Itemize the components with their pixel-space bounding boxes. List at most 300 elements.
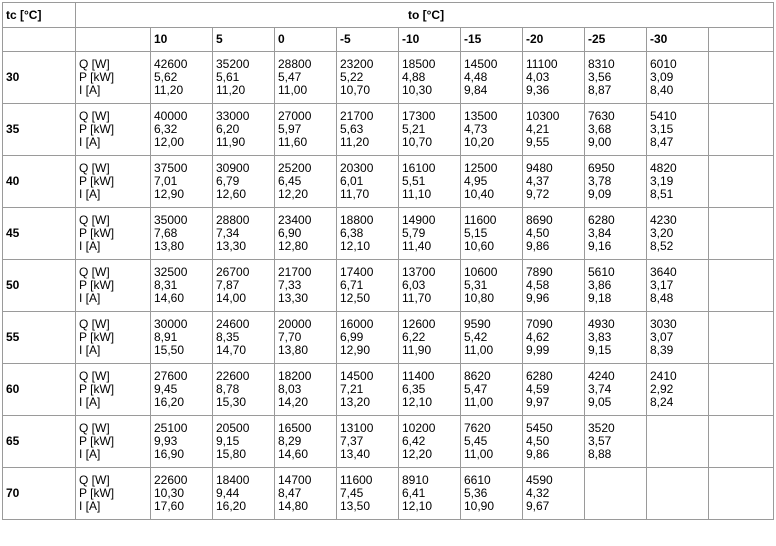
cell-value: 11,10	[402, 187, 432, 201]
value-cell	[461, 208, 523, 260]
value-cell	[337, 260, 399, 312]
value-cell	[523, 156, 585, 208]
cell-value: 7,33	[278, 278, 302, 292]
cell-value: 15,50	[154, 343, 185, 357]
cell-value: 6,42	[402, 434, 426, 448]
value-cell	[647, 416, 709, 468]
cell-value: 5450	[526, 421, 553, 435]
to-value-header: -30	[647, 28, 709, 52]
tc-value: 70	[3, 468, 76, 520]
value-cell	[399, 208, 461, 260]
cell-value: 17300	[402, 109, 436, 123]
cell-value: 9,96	[526, 291, 550, 305]
cell-value: 8690	[526, 213, 553, 227]
cell-value: 21700	[340, 109, 374, 123]
cell-value: 12,90	[154, 187, 185, 201]
cell-value: 5,36	[464, 486, 488, 500]
cell-value: 4,48	[464, 70, 488, 84]
quantity-label: Q [W]	[79, 369, 110, 383]
value-cell	[647, 52, 709, 104]
cell-value: 22600	[154, 473, 188, 487]
cell-value: 5,97	[278, 122, 302, 136]
value-cell	[585, 260, 647, 312]
cell-value: 11,90	[216, 135, 246, 149]
value-cell	[461, 312, 523, 364]
cell-value: 25100	[154, 421, 188, 435]
cell-value: 15,80	[216, 447, 247, 461]
cell-value: 7,87	[216, 278, 240, 292]
cell-value: 13,50	[340, 499, 371, 513]
cell-value: 3030	[650, 317, 677, 331]
cell-value: 11,90	[402, 343, 432, 357]
cell-value: 35200	[216, 57, 250, 71]
cell-value: 3520	[588, 421, 615, 435]
cell-value: 6,35	[402, 382, 426, 396]
value-cell	[461, 468, 523, 520]
cell-value: 5,42	[464, 330, 488, 344]
to-value-header: 10	[151, 28, 213, 52]
quantity-label: I [A]	[79, 395, 101, 409]
cell-value: 12,80	[278, 239, 309, 253]
cell-value: 11,70	[340, 187, 370, 201]
value-cell	[399, 156, 461, 208]
cell-value: 8,48	[650, 291, 674, 305]
cell-value: 8620	[464, 369, 491, 383]
cell-value: 21700	[278, 265, 312, 279]
cell-value: 8,87	[588, 83, 612, 97]
table-row	[3, 468, 774, 520]
cell-value: 35000	[154, 213, 188, 227]
cell-value: 9,84	[464, 83, 488, 97]
cell-value: 5,47	[278, 70, 302, 84]
cell-value: 11,00	[278, 83, 308, 97]
quantity-labels	[76, 156, 151, 208]
cell-value: 6,79	[216, 174, 240, 188]
quantity-label: I [A]	[79, 187, 101, 201]
cell-value: 10200	[402, 421, 436, 435]
cell-value: 5,45	[464, 434, 488, 448]
value-cell	[151, 260, 213, 312]
cell-value: 40000	[154, 109, 188, 123]
quantity-label: Q [W]	[79, 57, 110, 71]
quantity-label: I [A]	[79, 291, 101, 305]
quantity-label: P [kW]	[79, 174, 115, 188]
empty-cell	[709, 156, 774, 208]
cell-value: 37500	[154, 161, 188, 175]
cell-value: 3640	[650, 265, 677, 279]
value-cell	[337, 416, 399, 468]
cell-value: 6,20	[216, 122, 240, 136]
quantity-label: Q [W]	[79, 109, 110, 123]
quantity-label: I [A]	[79, 343, 101, 357]
cell-value: 5,61	[216, 70, 240, 84]
cell-value: 10,90	[464, 499, 495, 513]
cell-value: 26700	[216, 265, 250, 279]
value-cell	[337, 312, 399, 364]
empty-cell	[709, 104, 774, 156]
value-cell	[213, 208, 275, 260]
quantity-label: Q [W]	[79, 421, 110, 435]
cell-value: 12,10	[402, 499, 433, 513]
cell-value: 10,80	[464, 291, 495, 305]
cell-value: 42600	[154, 57, 188, 71]
quantity-label: I [A]	[79, 447, 101, 461]
cell-value: 11,20	[154, 83, 184, 97]
cell-value: 13,30	[216, 239, 247, 253]
cell-value: 13,80	[278, 343, 309, 357]
empty-cell	[709, 416, 774, 468]
cell-value: 4,21	[526, 122, 550, 136]
quantity-label: Q [W]	[79, 317, 110, 331]
cell-value: 9,86	[526, 239, 550, 253]
cell-value: 8,47	[278, 486, 302, 500]
cell-value: 5,62	[154, 70, 178, 84]
cell-value: 3,57	[588, 434, 612, 448]
cell-value: 28800	[278, 57, 312, 71]
table-row	[3, 208, 774, 260]
performance-table	[2, 2, 774, 520]
value-cell	[461, 156, 523, 208]
table-row	[3, 416, 774, 468]
value-cell	[275, 364, 337, 416]
cell-value: 8,40	[650, 83, 674, 97]
value-cell	[275, 104, 337, 156]
empty-cell	[709, 28, 774, 52]
value-cell	[399, 260, 461, 312]
cell-value: 5,47	[464, 382, 488, 396]
cell-value: 9590	[464, 317, 491, 331]
value-cell	[151, 416, 213, 468]
cell-value: 12,60	[216, 187, 247, 201]
cell-value: 2410	[650, 369, 677, 383]
cell-value: 6,03	[402, 278, 426, 292]
empty-cell	[76, 28, 151, 52]
cell-value: 7,70	[278, 330, 302, 344]
cell-value: 9,97	[526, 395, 550, 409]
cell-value: 9,15	[216, 434, 240, 448]
value-cell	[151, 312, 213, 364]
value-cell	[399, 312, 461, 364]
empty-cell	[709, 260, 774, 312]
cell-value: 10,70	[340, 83, 371, 97]
quantity-label: P [kW]	[79, 226, 115, 240]
cell-value: 11,40	[402, 239, 432, 253]
cell-value: 11600	[340, 473, 373, 487]
cell-value: 8,29	[278, 434, 302, 448]
value-cell	[399, 52, 461, 104]
cell-value: 16000	[340, 317, 374, 331]
value-cell	[337, 52, 399, 104]
cell-value: 12500	[464, 161, 498, 175]
cell-value: 9,05	[588, 395, 612, 409]
table-row	[3, 52, 774, 104]
cell-value: 3,78	[588, 174, 612, 188]
cell-value: 13500	[464, 109, 498, 123]
table-row	[3, 104, 774, 156]
cell-value: 5,79	[402, 226, 426, 240]
cell-value: 12,20	[402, 447, 433, 461]
cell-value: 4,95	[464, 174, 488, 188]
value-cell	[461, 52, 523, 104]
cell-value: 5,21	[402, 122, 426, 136]
value-cell	[647, 364, 709, 416]
tc-value: 50	[3, 260, 76, 312]
table-row	[3, 364, 774, 416]
value-cell	[461, 104, 523, 156]
cell-value: 3,19	[650, 174, 674, 188]
cell-value: 18500	[402, 57, 436, 71]
value-cell	[399, 416, 461, 468]
cell-value: 8,24	[650, 395, 674, 409]
cell-value: 14,20	[278, 395, 309, 409]
cell-value: 3,09	[650, 70, 674, 84]
cell-value: 8,39	[650, 343, 674, 357]
cell-value: 6,41	[402, 486, 426, 500]
cell-value: 27000	[278, 109, 312, 123]
cell-value: 16500	[278, 421, 312, 435]
cell-value: 11100	[526, 57, 558, 71]
cell-value: 9,09	[588, 187, 612, 201]
cell-value: 33000	[216, 109, 250, 123]
to-value-header: 5	[213, 28, 275, 52]
cell-value: 6,99	[340, 330, 364, 344]
empty-cell	[709, 364, 774, 416]
cell-value: 4,59	[526, 382, 550, 396]
cell-value: 7,45	[340, 486, 364, 500]
quantity-label: Q [W]	[79, 265, 110, 279]
cell-value: 28800	[216, 213, 250, 227]
cell-value: 4820	[650, 161, 677, 175]
cell-value: 12600	[402, 317, 436, 331]
cell-value: 5,63	[340, 122, 364, 136]
empty-cell	[709, 52, 774, 104]
value-cell	[399, 364, 461, 416]
cell-value: 10,30	[154, 486, 185, 500]
cell-value: 7,37	[340, 434, 364, 448]
quantity-label: I [A]	[79, 239, 101, 253]
cell-value: 7,01	[154, 174, 178, 188]
value-cell	[523, 416, 585, 468]
cell-value: 6610	[464, 473, 491, 487]
cell-value: 15,30	[216, 395, 247, 409]
value-cell	[275, 312, 337, 364]
to-value-header: -5	[337, 28, 399, 52]
quantity-label: I [A]	[79, 83, 101, 97]
cell-value: 6,38	[340, 226, 364, 240]
cell-value: 3,74	[588, 382, 612, 396]
cell-value: 5610	[588, 265, 615, 279]
cell-value: 8,88	[588, 447, 612, 461]
cell-value: 8,03	[278, 382, 302, 396]
cell-value: 8310	[588, 57, 615, 71]
cell-value: 11,00	[464, 395, 494, 409]
to-value-header: -25	[585, 28, 647, 52]
cell-value: 11,70	[402, 291, 432, 305]
table-row	[3, 156, 774, 208]
cell-value: 12,10	[402, 395, 433, 409]
cell-value: 7890	[526, 265, 553, 279]
cell-value: 22600	[216, 369, 250, 383]
cell-value: 11600	[464, 213, 497, 227]
cell-value: 9,15	[588, 343, 612, 357]
value-cell	[585, 468, 647, 520]
to-values-row	[3, 28, 774, 52]
quantity-labels	[76, 416, 151, 468]
cell-value: 4,73	[464, 122, 488, 136]
cell-value: 16,90	[154, 447, 185, 461]
value-cell	[337, 208, 399, 260]
value-cell	[585, 364, 647, 416]
to-value-header: -10	[399, 28, 461, 52]
tc-value: 55	[3, 312, 76, 364]
value-cell	[585, 208, 647, 260]
quantity-label: P [kW]	[79, 122, 115, 136]
value-cell	[213, 104, 275, 156]
cell-value: 3,20	[650, 226, 674, 240]
value-cell	[585, 156, 647, 208]
cell-value: 8,31	[154, 278, 178, 292]
value-cell	[585, 52, 647, 104]
cell-value: 9,44	[216, 486, 240, 500]
cell-value: 6010	[650, 57, 677, 71]
value-cell	[461, 416, 523, 468]
cell-value: 5,15	[464, 226, 488, 240]
cell-value: 13,30	[278, 291, 309, 305]
cell-value: 14500	[340, 369, 374, 383]
cell-value: 7,34	[216, 226, 240, 240]
cell-value: 30000	[154, 317, 188, 331]
quantity-label: I [A]	[79, 135, 101, 149]
cell-value: 14,00	[216, 291, 247, 305]
cell-value: 7630	[588, 109, 615, 123]
cell-value: 9,99	[526, 343, 550, 357]
cell-value: 4930	[588, 317, 615, 331]
cell-value: 11,20	[216, 83, 246, 97]
cell-value: 14,70	[216, 343, 247, 357]
value-cell	[523, 208, 585, 260]
cell-value: 5410	[650, 109, 677, 123]
quantity-labels	[76, 208, 151, 260]
cell-value: 23200	[340, 57, 374, 71]
cell-value: 4,50	[526, 226, 550, 240]
quantity-labels	[76, 468, 151, 520]
value-cell	[523, 312, 585, 364]
cell-value: 17400	[340, 265, 374, 279]
cell-value: 12,50	[340, 291, 371, 305]
quantity-label: P [kW]	[79, 278, 115, 292]
cell-value: 14500	[464, 57, 498, 71]
cell-value: 12,10	[340, 239, 371, 253]
cell-value: 18800	[340, 213, 374, 227]
cell-value: 13,80	[154, 239, 185, 253]
cell-value: 14900	[402, 213, 436, 227]
quantity-label: P [kW]	[79, 434, 115, 448]
cell-value: 10,30	[402, 83, 433, 97]
value-cell	[647, 156, 709, 208]
value-cell	[337, 156, 399, 208]
cell-value: 12,00	[154, 135, 185, 149]
cell-value: 8910	[402, 473, 429, 487]
value-cell	[213, 260, 275, 312]
cell-value: 18400	[216, 473, 250, 487]
cell-value: 9,00	[588, 135, 612, 149]
cell-value: 3,56	[588, 70, 612, 84]
value-cell	[523, 104, 585, 156]
cell-value: 9,67	[526, 499, 550, 513]
empty-cell	[709, 312, 774, 364]
cell-value: 10,60	[464, 239, 495, 253]
value-cell	[461, 364, 523, 416]
cell-value: 14,60	[154, 291, 185, 305]
quantity-labels	[76, 104, 151, 156]
cell-value: 32500	[154, 265, 188, 279]
cell-value: 8,51	[650, 187, 674, 201]
cell-value: 16100	[402, 161, 436, 175]
value-cell	[151, 208, 213, 260]
cell-value: 5,22	[340, 70, 364, 84]
cell-value: 4,50	[526, 434, 550, 448]
value-cell	[647, 104, 709, 156]
value-cell	[399, 104, 461, 156]
tc-value: 45	[3, 208, 76, 260]
value-cell	[275, 260, 337, 312]
cell-value: 11,00	[464, 343, 494, 357]
value-cell	[151, 104, 213, 156]
cell-value: 4,58	[526, 278, 550, 292]
cell-value: 9,55	[526, 135, 550, 149]
cell-value: 8,52	[650, 239, 674, 253]
cell-value: 6,71	[340, 278, 364, 292]
cell-value: 8,47	[650, 135, 674, 149]
cell-value: 6,45	[278, 174, 302, 188]
cell-value: 4,32	[526, 486, 550, 500]
tc-value: 60	[3, 364, 76, 416]
cell-value: 3,07	[650, 330, 674, 344]
quantity-label: P [kW]	[79, 330, 115, 344]
value-cell	[151, 52, 213, 104]
cell-value: 14,80	[278, 499, 309, 513]
cell-value: 3,86	[588, 278, 612, 292]
tc-value: 30	[3, 52, 76, 104]
to-value-header: -20	[523, 28, 585, 52]
cell-value: 6950	[588, 161, 615, 175]
cell-value: 7090	[526, 317, 553, 331]
cell-value: 3,17	[650, 278, 674, 292]
value-cell	[647, 468, 709, 520]
cell-value: 3,15	[650, 122, 674, 136]
cell-value: 7,21	[340, 382, 364, 396]
cell-value: 9,16	[588, 239, 612, 253]
cell-value: 14,60	[278, 447, 309, 461]
value-cell	[275, 468, 337, 520]
cell-value: 6,32	[154, 122, 178, 136]
cell-value: 10600	[464, 265, 498, 279]
value-cell	[647, 208, 709, 260]
value-cell	[337, 468, 399, 520]
cell-value: 20300	[340, 161, 374, 175]
cell-value: 7,68	[154, 226, 178, 240]
cell-value: 3,68	[588, 122, 612, 136]
cell-value: 2,92	[650, 382, 674, 396]
cell-value: 13,20	[340, 395, 371, 409]
value-cell	[647, 312, 709, 364]
to-value-header: -15	[461, 28, 523, 52]
cell-value: 4,03	[526, 70, 550, 84]
empty-cell	[709, 208, 774, 260]
quantity-label: P [kW]	[79, 70, 115, 84]
cell-value: 9,86	[526, 447, 550, 461]
cell-value: 6280	[526, 369, 553, 383]
